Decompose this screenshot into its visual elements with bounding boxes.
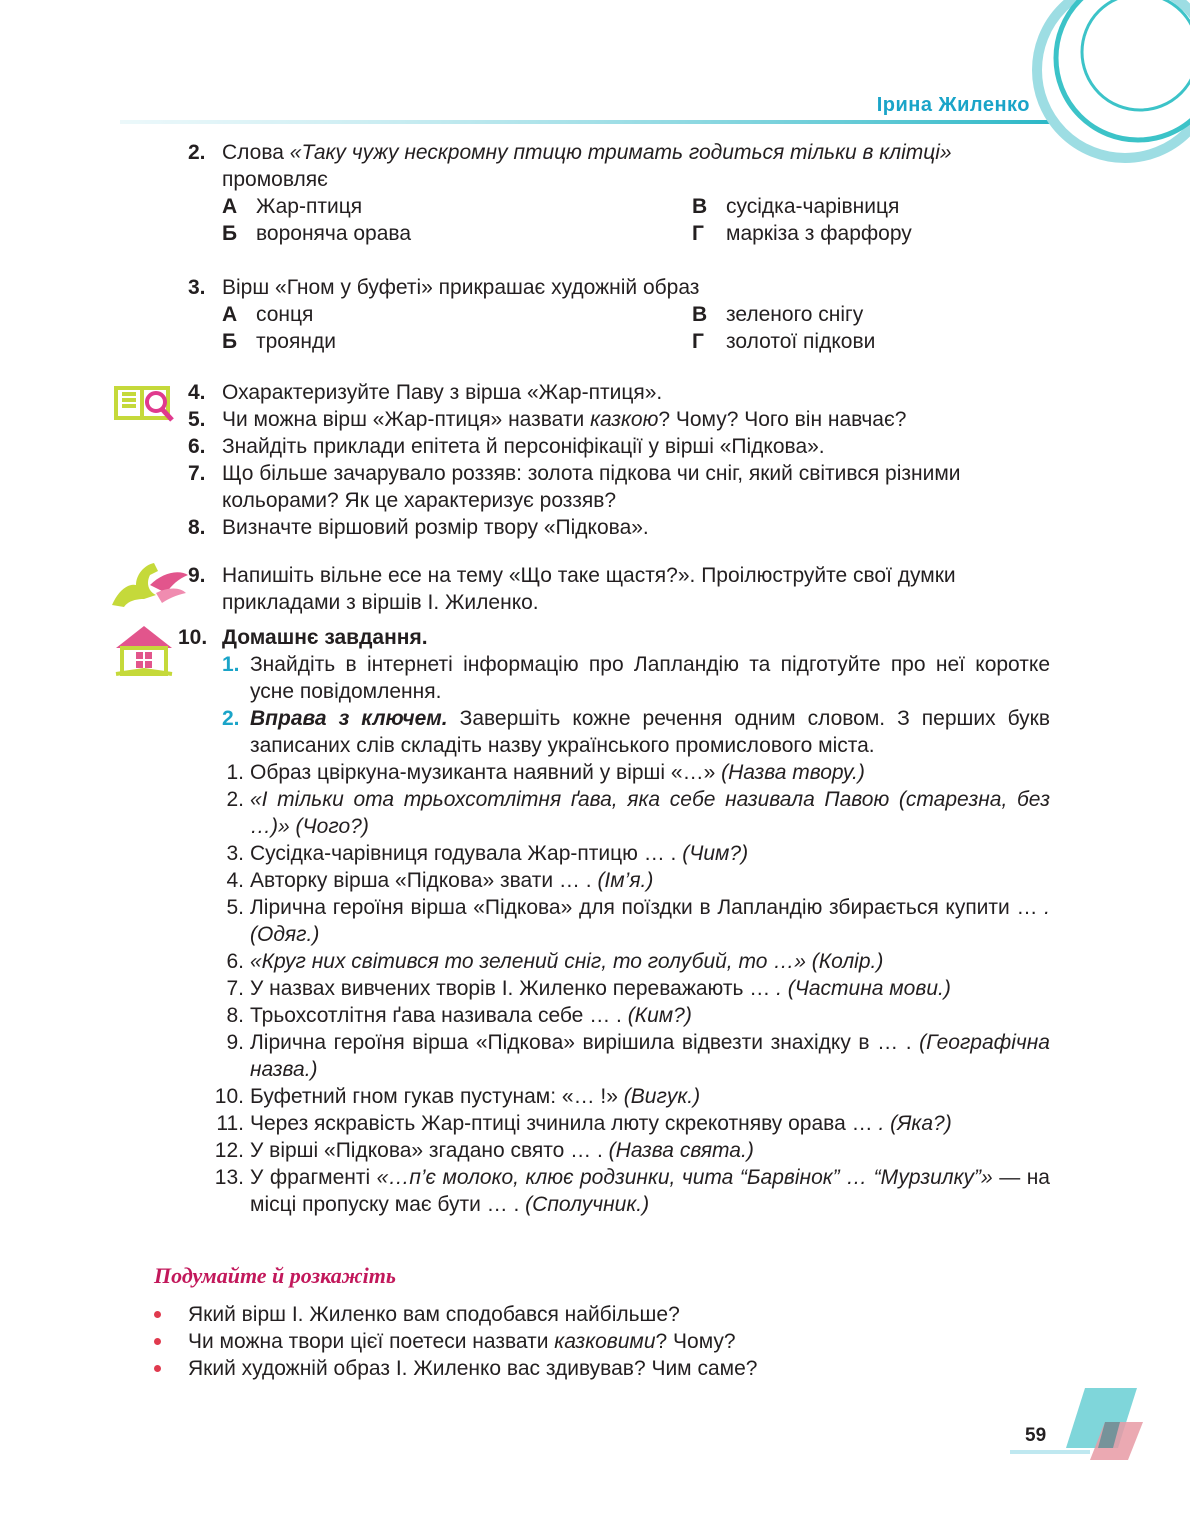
question-number: 2. bbox=[188, 141, 206, 164]
question-8 bbox=[188, 514, 1050, 541]
pegasus-icon bbox=[112, 563, 188, 607]
answer-option bbox=[692, 301, 1084, 328]
item-number: 9. bbox=[226, 1031, 244, 1054]
subtask-number: 2. bbox=[222, 707, 240, 730]
answer-options bbox=[222, 301, 1050, 355]
item-text: Через яскравість Жар-птиці зчинила люту скрекотняву орава … bbox=[250, 1112, 879, 1135]
question-italic: казкою bbox=[590, 408, 659, 431]
list-item bbox=[188, 867, 1050, 894]
option-letter: А bbox=[222, 303, 238, 326]
list-item bbox=[154, 1328, 1050, 1355]
item-number: 3. bbox=[226, 842, 244, 865]
item-number: 8. bbox=[226, 1004, 244, 1027]
question-10 bbox=[178, 624, 1050, 651]
subtask-bold-title: Вправа з ключем. bbox=[250, 707, 448, 730]
question-7 bbox=[188, 460, 1050, 514]
list-item bbox=[188, 786, 1050, 840]
option-letter: Б bbox=[222, 222, 238, 245]
page-number: 59 bbox=[1025, 1425, 1047, 1446]
question-number: 4. bbox=[188, 381, 206, 404]
option-text: зеленого снігу bbox=[726, 303, 864, 326]
item-hint: (Географічна назва.) bbox=[250, 1031, 1050, 1081]
question-text-end: промовляє bbox=[222, 168, 328, 191]
header-rule bbox=[120, 120, 1050, 124]
bullet-icon bbox=[154, 1311, 161, 1318]
question-5 bbox=[188, 406, 1050, 433]
option-letter: Г bbox=[692, 222, 704, 245]
item-quote: «І тільки ота трьохсотлітня ґава, яка себе називала Павою (старезна, без …)» bbox=[250, 788, 1050, 838]
item-text: Лірична героїня вірша «Підкова» для поїздки в Лапландію збирається купити … bbox=[250, 896, 1045, 919]
question-2 bbox=[188, 139, 1050, 247]
question-number: 5. bbox=[188, 408, 206, 431]
question-text: Чи можна вірш «Жар-птиця» назвати bbox=[222, 408, 591, 431]
bullet-icon bbox=[154, 1338, 161, 1345]
item-hint: (Сполучник.) bbox=[519, 1193, 650, 1216]
question-4 bbox=[188, 379, 1050, 406]
question-3 bbox=[188, 274, 1050, 355]
list-item bbox=[154, 1301, 1050, 1328]
book-magnifier-icon bbox=[116, 388, 172, 420]
question-number: 10. bbox=[178, 626, 208, 649]
homework-subtask-2 bbox=[188, 705, 1050, 759]
item-hint: (Назва свята.) bbox=[608, 1139, 754, 1162]
key-exercise-list bbox=[188, 759, 1050, 1218]
question-number: 6. bbox=[188, 435, 206, 458]
answer-option bbox=[692, 193, 1084, 220]
option-text: вороняча орава bbox=[256, 222, 412, 245]
homework-title: Домашнє завдання. bbox=[222, 626, 428, 649]
answer-option bbox=[222, 220, 692, 247]
list-item bbox=[188, 1083, 1050, 1110]
header-author-name: Ірина Жиленко bbox=[876, 94, 1030, 116]
bullet-icon bbox=[154, 1365, 161, 1372]
option-letter: Г bbox=[692, 330, 704, 353]
list-item bbox=[188, 948, 1050, 975]
list-item bbox=[188, 894, 1050, 948]
header-circles-decoration bbox=[1037, 0, 1190, 158]
item-text: У вірші «Підкова» згадано свято … . bbox=[250, 1139, 609, 1162]
question-text: Напишіть вільне есе на тему «Що таке щастя?». Проілюструйте свої думки прикладами з віршів І. Жиленко. bbox=[222, 564, 956, 614]
subtask-text: Завершіть кожне речення одним словом. З перших букв записаних слів складіть назву українського промислового міста. bbox=[250, 707, 1050, 757]
question-text: Охарактеризуйте Паву з вірша «Жар-птиця». bbox=[222, 381, 663, 404]
answer-option bbox=[692, 328, 1084, 355]
item-text: У назвах вивчених творів І. Жиленко переважають … bbox=[250, 977, 777, 1000]
list-item bbox=[188, 1164, 1050, 1218]
option-letter: В bbox=[692, 195, 708, 218]
question-text: Визначте віршовий розмір твору «Підкова». bbox=[222, 516, 649, 539]
subtask-text: Знайдіть в інтернеті інформацію про Лапландію та підготуйте про неї коротке усне повідомлення. bbox=[250, 653, 1050, 703]
item-quote: «Круг них світився то зелений сніг, то голубий, то …» bbox=[250, 950, 806, 973]
subtask-number: 1. bbox=[222, 653, 240, 676]
item-hint: (Ім’я.) bbox=[597, 869, 654, 892]
discussion-list bbox=[154, 1301, 1050, 1382]
item-text-end: — на місці пропуску має бути … . bbox=[250, 1166, 1050, 1216]
item-hint: (Назва твору.) bbox=[715, 761, 865, 784]
item-number: 4. bbox=[226, 869, 244, 892]
item-hint: . (Яка?) bbox=[878, 1112, 952, 1135]
item-quote: «…п’є молоко, клює родзинки, чита “Барвінок” … “Мурзилку”» bbox=[376, 1166, 993, 1189]
option-letter: В bbox=[692, 303, 708, 326]
item-number: 1. bbox=[226, 761, 244, 784]
item-text: Чи можна твори цієї поетеси назвати bbox=[188, 1330, 555, 1353]
item-text: Лірична героїня вірша «Підкова» вирішила відвезти знахідку в … . bbox=[250, 1031, 912, 1054]
item-hint: (Ким?) bbox=[621, 1004, 692, 1027]
list-item bbox=[188, 1110, 1050, 1137]
item-hint: (Колір.) bbox=[805, 950, 884, 973]
item-number: 12. bbox=[214, 1139, 244, 1162]
item-hint: . (Одяг.) bbox=[250, 896, 1050, 946]
page-content bbox=[154, 139, 1050, 1382]
item-hint: (Чого?) bbox=[289, 815, 369, 838]
option-text: сусідка-чарівниця bbox=[726, 195, 900, 218]
answer-option bbox=[222, 193, 692, 220]
question-text: Вірш «Гном у буфеті» прикрашає художній образ bbox=[222, 276, 700, 299]
list-item bbox=[188, 840, 1050, 867]
item-hint: . (Частина мови.) bbox=[776, 977, 951, 1000]
item-text: Який художній образ І. Жиленко вас здивував? Чим саме? bbox=[188, 1357, 758, 1380]
item-text: У фрагменті bbox=[250, 1166, 377, 1189]
list-item bbox=[188, 975, 1050, 1002]
item-text: Сусідка-чарівниця годувала Жар-птицю … . bbox=[250, 842, 677, 865]
item-italic: казковими bbox=[554, 1330, 656, 1353]
question-number: 7. bbox=[188, 462, 206, 485]
answer-option bbox=[222, 301, 692, 328]
item-number: 2. bbox=[226, 788, 244, 811]
question-number: 9. bbox=[188, 564, 206, 587]
option-letter: Б bbox=[222, 330, 238, 353]
item-text: Образ цвіркуна-музиканта наявний у вірші «…» bbox=[250, 761, 716, 784]
option-text: золотої підкови bbox=[726, 330, 876, 353]
question-text: Що більше зачарувало роззяв: золота підкова чи сніг, який світився різними кольорами? Як це характеризує роззяв? bbox=[222, 462, 961, 512]
list-item bbox=[188, 1029, 1050, 1083]
item-number: 6. bbox=[226, 950, 244, 973]
section-heading: Подумайте й розкажіть bbox=[154, 1263, 396, 1288]
option-text: Жар-птиця bbox=[256, 195, 363, 218]
list-item bbox=[188, 1002, 1050, 1029]
item-number: 11. bbox=[216, 1112, 244, 1135]
homework-subtask-1 bbox=[188, 651, 1050, 705]
answer-option bbox=[692, 220, 1084, 247]
option-text: троянди bbox=[256, 330, 336, 353]
item-text: Який вірш І. Жиленко вам сподобався найбільше? bbox=[188, 1303, 680, 1326]
item-number: 5. bbox=[226, 896, 244, 919]
question-number: 8. bbox=[188, 516, 206, 539]
question-quote: «Таку чужу нескромну птицю тримать годиться тільки в клітці» bbox=[289, 141, 952, 164]
item-hint: (Чим?) bbox=[676, 842, 749, 865]
question-text: Слова bbox=[222, 141, 290, 164]
answer-option bbox=[222, 328, 692, 355]
item-text: Трьохсотлітня ґава називала себе … . bbox=[250, 1004, 622, 1027]
list-item bbox=[188, 1137, 1050, 1164]
item-text-end: ? Чому? bbox=[655, 1330, 736, 1353]
item-number: 13. bbox=[214, 1166, 244, 1189]
question-text-end: ? Чому? Чого він навчає? bbox=[658, 408, 907, 431]
answer-options bbox=[222, 193, 1050, 247]
list-item bbox=[188, 759, 1050, 786]
question-9 bbox=[188, 562, 1050, 616]
question-6 bbox=[188, 433, 1050, 460]
item-text: Авторку вірша «Підкова» звати … . bbox=[250, 869, 598, 892]
item-text: Буфетний гном гукав пустунам: «… !» bbox=[250, 1085, 618, 1108]
house-book-icon bbox=[116, 626, 172, 674]
question-text: Знайдіть приклади епітета й персоніфікації у вірші «Підкова». bbox=[222, 435, 825, 458]
item-number: 7. bbox=[226, 977, 244, 1000]
item-hint: (Вигук.) bbox=[617, 1085, 701, 1108]
item-number: 10. bbox=[214, 1085, 244, 1108]
option-text: маркіза з фарфору bbox=[726, 222, 912, 245]
list-item bbox=[154, 1355, 1050, 1382]
question-number: 3. bbox=[188, 276, 206, 299]
option-letter: А bbox=[222, 195, 238, 218]
option-text: сонця bbox=[256, 303, 314, 326]
